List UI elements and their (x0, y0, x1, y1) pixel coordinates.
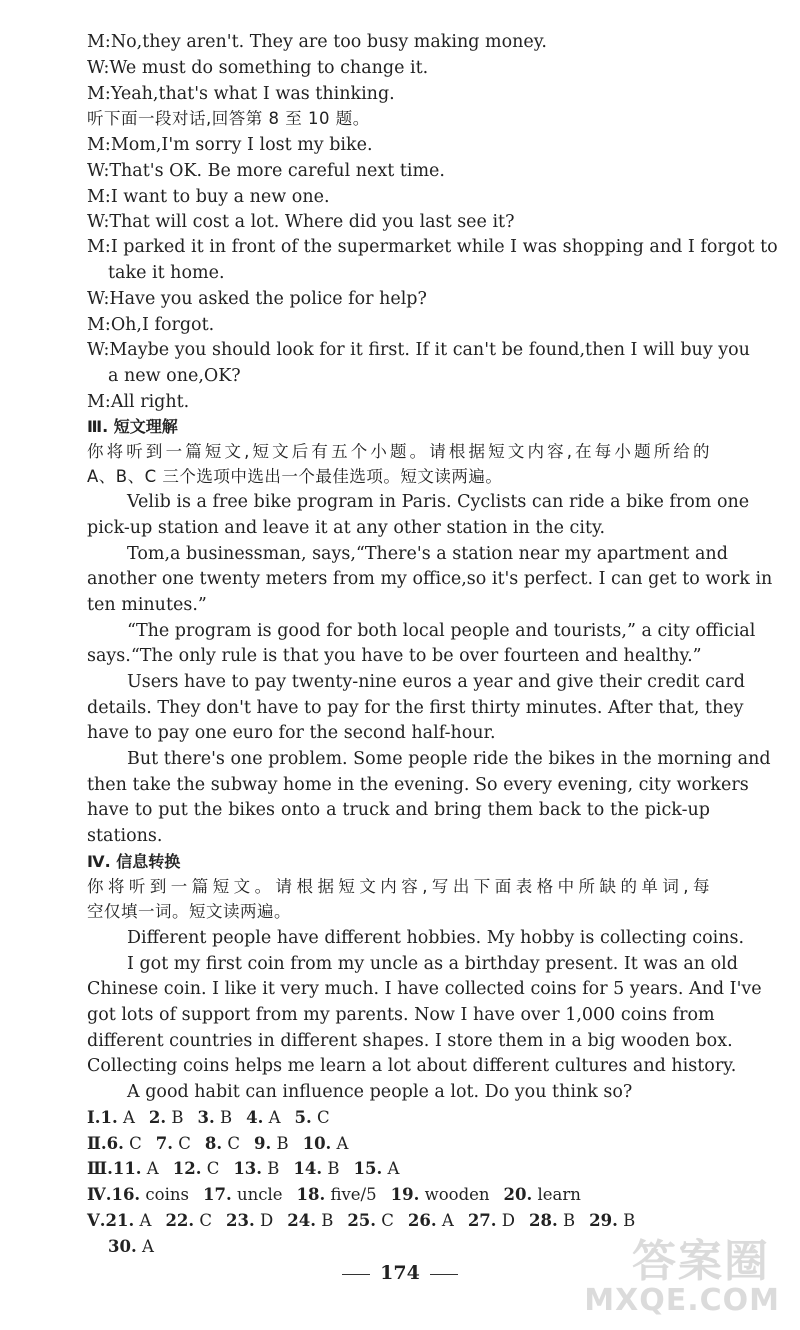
passage-line: says.“The only rule is that you have to be over fourteen and healthy.” (87, 646, 702, 666)
answer-item: 9. B (253, 1134, 289, 1153)
answer-item: 27. D (467, 1211, 516, 1230)
passage-line: Collecting coins helps me learn a lot about different cultures and history. (87, 1056, 737, 1076)
watermark-logo-text: 答案圈 (632, 1236, 770, 1287)
watermark-logo (580, 1225, 780, 1325)
passage-line: Tom,a businessman, says,“There's a station near my apartment and (127, 544, 728, 564)
passage-line: have to put the bikes onto a truck and bring them back to the pick-up (87, 800, 710, 820)
answer-item: 29. B (589, 1211, 636, 1230)
passage-line: Different people have different hobbies. My hobby is collecting coins. (127, 928, 745, 948)
answer-row-label: Ⅴ. (87, 1211, 106, 1230)
dialogue-line: W:Have you asked the police for help? (87, 289, 427, 309)
passage-line: then take the subway home in the evening. So every evening, city workers (87, 775, 749, 795)
answer-row (87, 1182, 710, 1208)
passage-line: have to pay one euro for the second half-hour. (87, 723, 496, 743)
dialogue-line: W:Maybe you should look for it first. If it can't be found,then I will buy you (87, 340, 750, 360)
answer-item: 6. C (106, 1134, 142, 1153)
instruction-8-10: 听下面一段对话,回答第 8 至 10 题。 (87, 109, 370, 128)
dialogue-line: M:Mom,I'm sorry I lost my bike. (87, 135, 373, 155)
answer-row (87, 1105, 710, 1131)
answer-row (87, 1131, 710, 1157)
answer-item: 2. B (148, 1108, 184, 1127)
passage-line: “The program is good for both local people and tourists,” a city official (127, 621, 756, 641)
dialogue-line: M:I parked it in front of the supermarket while I was shopping and I forgot to (87, 237, 778, 257)
answer-item: 4. A (246, 1108, 281, 1127)
answer-item: 14. B (293, 1159, 340, 1178)
dialogue-line: W:That's OK. Be more careful next time. (87, 161, 445, 181)
answer-item: 20. learn (503, 1185, 581, 1204)
dialogue-line: M:Oh,I forgot. (87, 315, 215, 335)
section-4-instruction: 你将听到一篇短文。请根据短文内容,写出下面表格中所缺的单词,每 (87, 877, 710, 896)
section-4-instruction: 空仅填一词。短文读两遍。 (87, 902, 291, 921)
passage-line: A good habit can influence people a lot. Do you think so? (127, 1082, 633, 1102)
answer-row-label: Ⅰ. (87, 1108, 101, 1127)
answer-row (87, 1156, 710, 1182)
section-4-title: Ⅳ. 信息转换 (87, 852, 181, 871)
passage-line: got lots of support from my parents. Now I have over 1,000 coins from (87, 1005, 715, 1025)
passage-line: ten minutes.” (87, 595, 207, 615)
answer-item: 25. C (347, 1211, 394, 1230)
answer-item: 8. C (204, 1134, 240, 1153)
dialogue-line-cont: take it home. (108, 263, 225, 283)
answer-item: 22. C (165, 1211, 213, 1230)
answer-item: 21. A (105, 1211, 152, 1230)
answer-item: 15. A (353, 1159, 400, 1178)
section-3-instruction: A、B、C 三个选项中选出一个最佳选项。短文读两遍。 (87, 467, 503, 486)
watermark-url: MXQE.COM (584, 1283, 780, 1318)
answer-item: 3. B (197, 1108, 233, 1127)
dialogue-line: M:All right. (87, 392, 190, 412)
answer-item: 26. A (407, 1211, 454, 1230)
passage-line: I got my first coin from my uncle as a birthday present. It was an old (127, 954, 738, 974)
passage-line: details. They don't have to pay for the first thirty minutes. After that, they (87, 698, 744, 718)
passage-line: different countries in different shapes. I store them in a big wooden box. (87, 1031, 733, 1051)
answer-item: 11. A (112, 1159, 159, 1178)
dialogue-line: W:That will cost a lot. Where did you last see it? (87, 212, 515, 232)
answer-item: 12. C (172, 1159, 220, 1178)
section-3-title: Ⅲ. 短文理解 (87, 417, 178, 436)
answer-row-label: Ⅱ. (87, 1134, 107, 1153)
passage-line: Users have to pay twenty-nine euros a year and give their credit card (127, 672, 745, 692)
dialogue-line: M:I want to buy a new one. (87, 187, 330, 207)
answer-row-label: Ⅳ. (87, 1185, 112, 1204)
dialogue-line: M:Yeah,that's what I was thinking. (87, 84, 395, 104)
answer-item: 19. wooden (390, 1185, 490, 1204)
answer-item: 24. B (287, 1211, 334, 1230)
answer-item: 10. A (302, 1134, 349, 1153)
passage-line: another one twenty meters from my office,so it's perfect. I can get to work in (87, 569, 773, 589)
page-number-text: 174 (380, 1262, 420, 1284)
answer-item: 23. D (226, 1211, 274, 1230)
dialogue-line: M:No,they aren't. They are too busy making money. (87, 32, 547, 52)
dialogue-line: W:We must do something to change it. (87, 58, 429, 78)
passage-line: pick-up station and leave it at any other station in the city. (87, 518, 606, 538)
answer-item: 16. coins (111, 1185, 189, 1204)
answer-row-label: Ⅲ. (87, 1159, 113, 1178)
answer-item: 18. five/5 (296, 1185, 377, 1204)
passage-line: Velib is a free bike program in Paris. Cyclists can ride a bike from one (127, 492, 750, 512)
answer-item: 7. C (155, 1134, 191, 1153)
answer-item: 5. C (294, 1108, 330, 1127)
dialogue-line-cont: a new one,OK? (108, 366, 241, 386)
passage-line: Chinese coin. I like it very much. I have collected coins for 5 years. And I've (87, 979, 762, 999)
answer-item: 28. B (529, 1211, 576, 1230)
answer-item: 1. A (100, 1108, 135, 1127)
section-3-instruction: 你将听到一篇短文,短文后有五个小题。请根据短文内容,在每小题所给的 (87, 442, 710, 461)
answer-item: 13. B (233, 1159, 280, 1178)
answer-item: 30. A (108, 1237, 154, 1256)
passage-line: But there's one problem. Some people ride the bikes in the morning and (127, 749, 771, 769)
answer-item: 17. uncle (202, 1185, 283, 1204)
passage-line: stations. (87, 826, 163, 846)
